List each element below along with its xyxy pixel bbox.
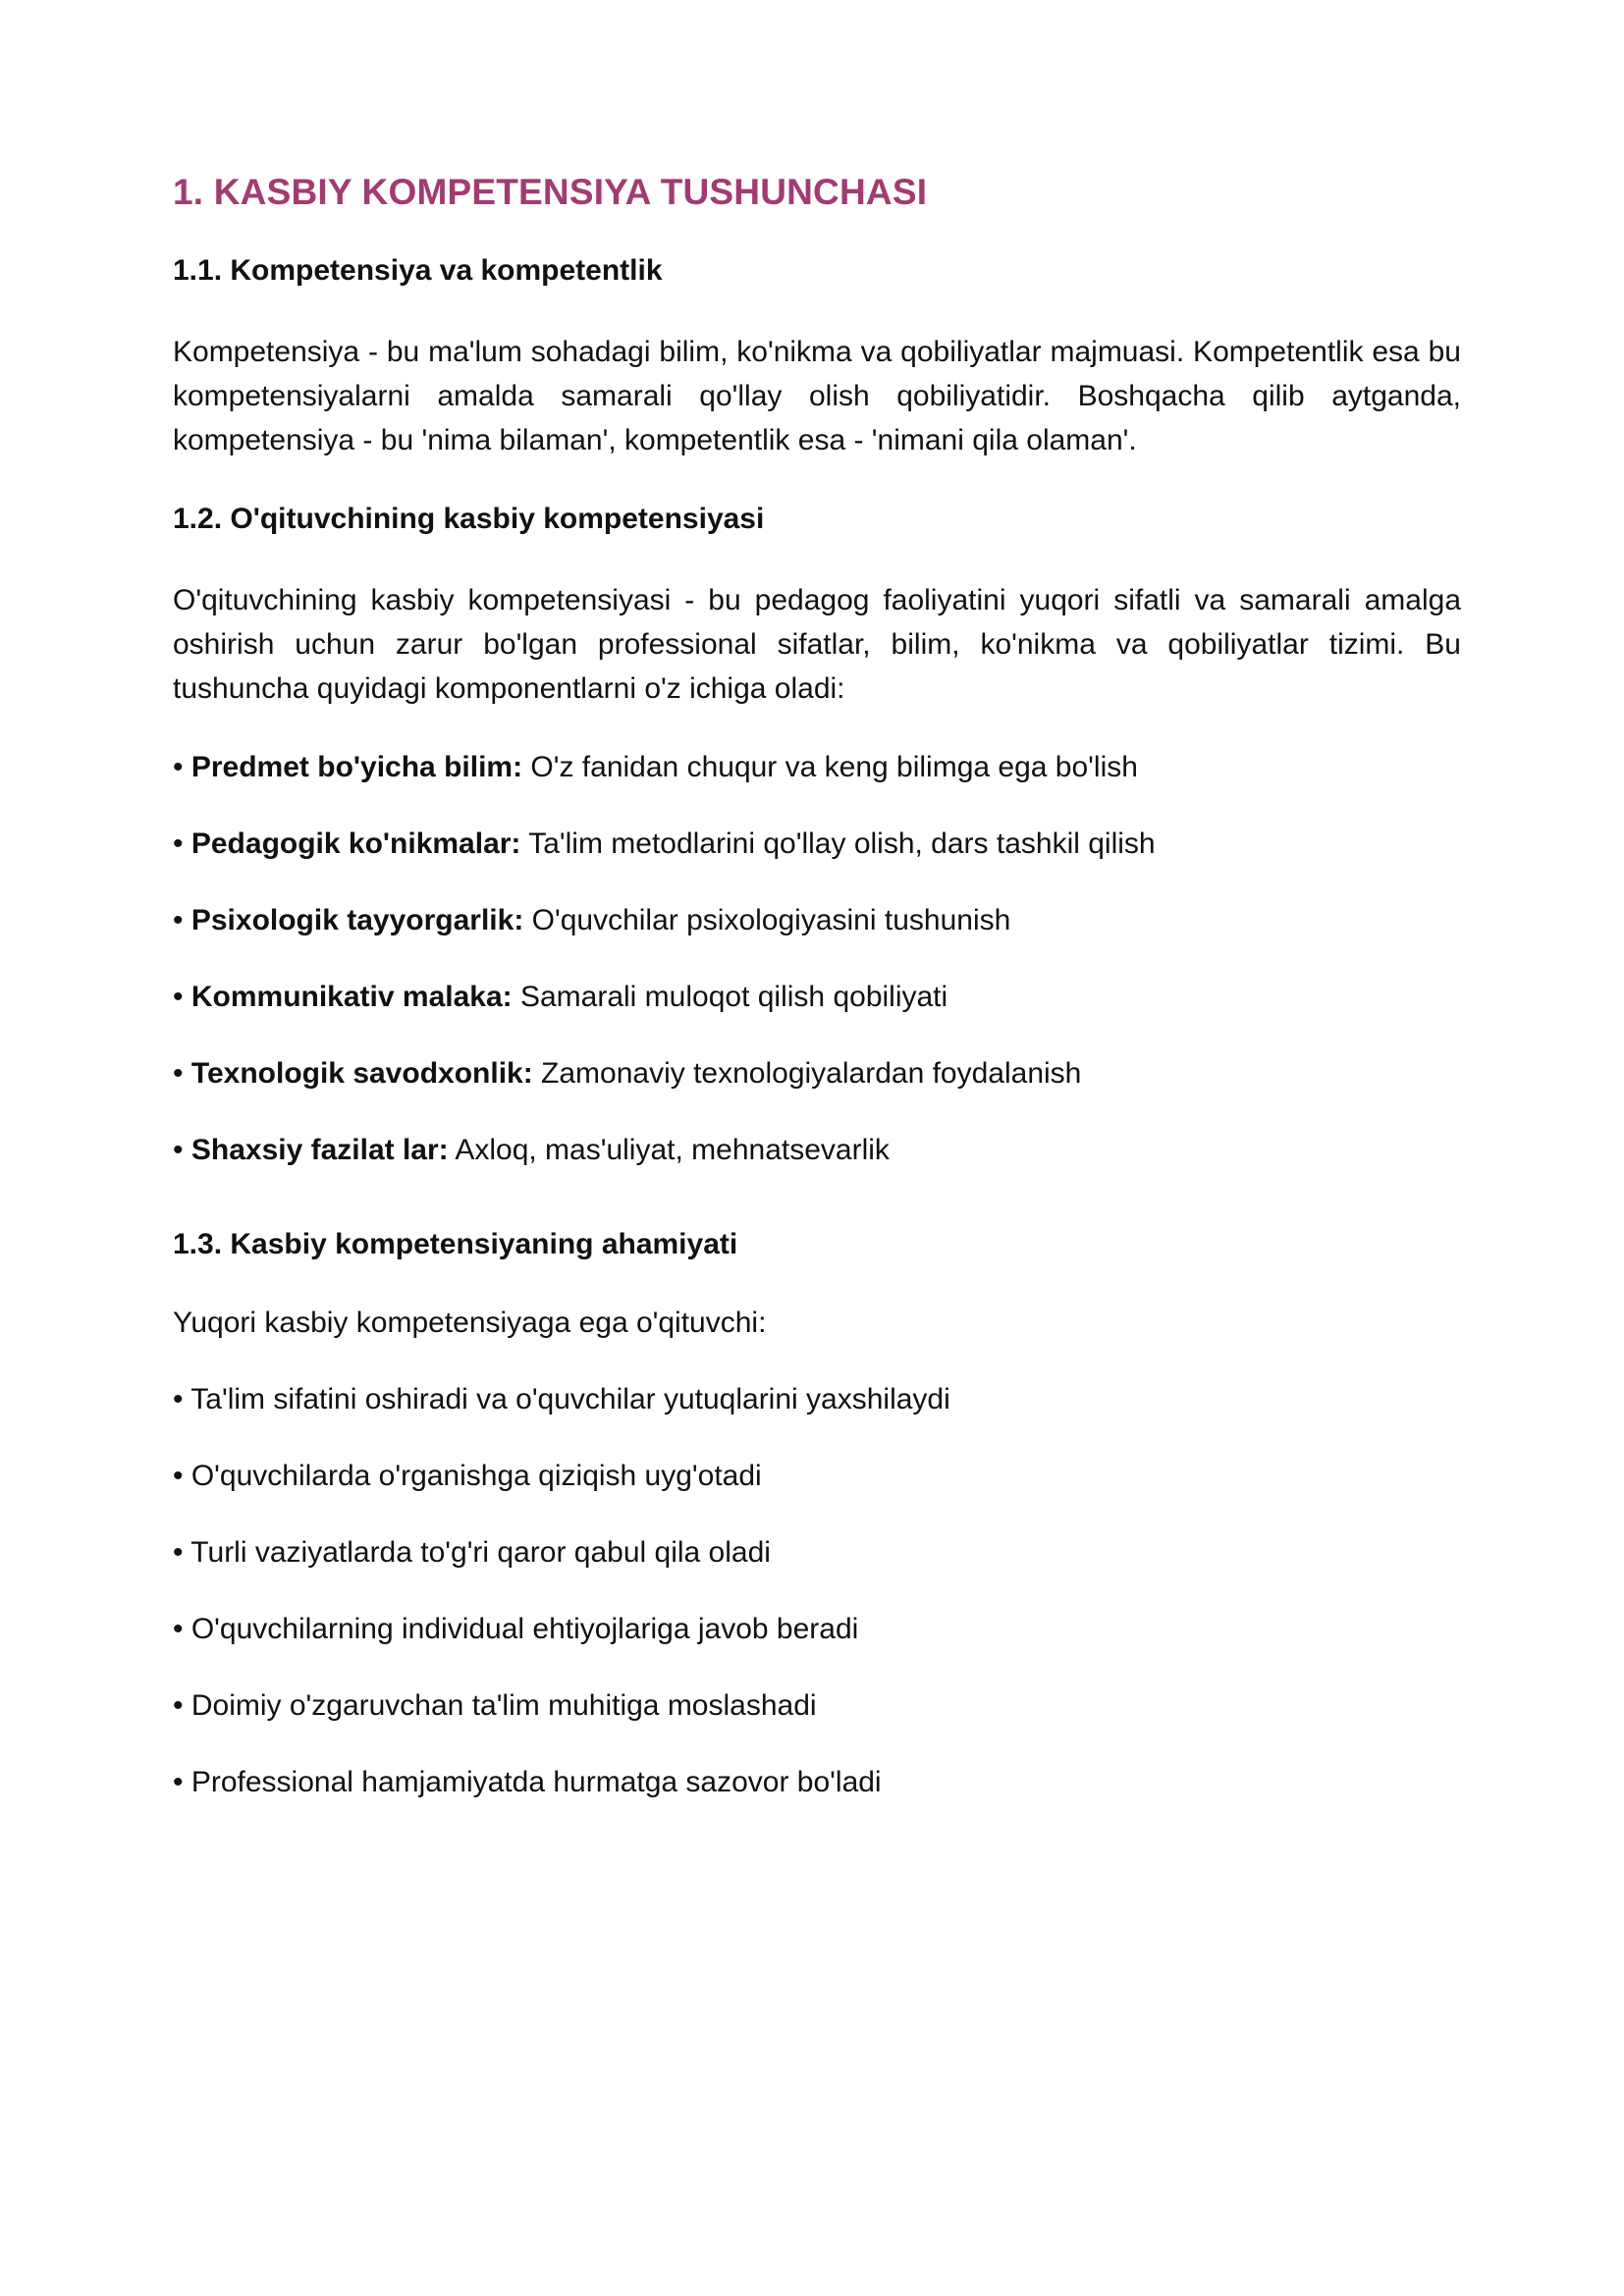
list-item: • Pedagogik ko'nikmalar: Ta'lim metodlarini qo'llay olish, dars tashkil qilish	[173, 828, 1156, 860]
list-item: • Predmet bo'yicha bilim: O'z fanidan chuqur va keng bilimga ega bo'lish	[173, 751, 1138, 783]
importance-list	[173, 1380, 1461, 1802]
list-item: • Turli vaziyatlarda to'g'ri qaror qabul qila oladi	[173, 1536, 771, 1569]
competence-list	[173, 748, 1461, 1170]
list-item: • Kommunikativ malaka: Samarali muloqot qilish qobiliyati	[173, 981, 948, 1013]
list-item: • Psixologik tayyorgarlik: O'quvchilar psixologiyasini tushunish	[173, 904, 1011, 936]
paragraph-2: O'qituvchining kasbiy kompetensiyasi - bu pedagog faoliyatini yuqori sifatli va samarali amalga oshirish uchun zarur bo'lgan professional sifatlar, bilim, ko'nikma va qobiliyatlar tizimi. Bu tushuncha quyidagi komponentlarni o'z ichiga oladi:	[173, 584, 1461, 705]
intro-text: Yuqori kasbiy kompetensiyaga ega o'qituvchi:	[173, 1307, 767, 1339]
list-item: • Ta'lim sifatini oshiradi va o'quvchilar yutuqlarini yaxshilaydi	[173, 1383, 950, 1415]
list-item: • Texnologik savodxonlik: Zamonaviy texnologiyalardan foydalanish	[173, 1057, 1082, 1090]
list-item: • Shaxsiy fazilat lar: Axloq, mas'uliyat, mehnatsevarlik	[173, 1134, 890, 1166]
list-item: • O'quvchilarda o'rganishga qiziqish uyg'otadi	[173, 1460, 762, 1492]
subsection-title-3: 1.3. Kasbiy kompetensiyaning ahamiyati	[173, 1228, 738, 1260]
list-item: • Professional hamjamiyatda hurmatga sazovor bo'ladi	[173, 1766, 882, 1798]
list-item: • Doimiy o'zgaruvchan ta'lim muhitiga moslashadi	[173, 1689, 817, 1722]
document-page	[173, 169, 1461, 1802]
subsection-title-2: 1.2. O'qituvchining kasbiy kompetensiyasi	[173, 503, 765, 535]
subsection-title-1: 1.1. Kompetensiya va kompetentlik	[173, 254, 663, 287]
list-item: • O'quvchilarning individual ehtiyojlariga javob beradi	[173, 1613, 859, 1645]
paragraph-1: Kompetensiya - bu ma'lum sohadagi bilim, ko'nikma va qobiliyatlar majmuasi. Kompetentlik esa bu kompetensiyalarni amalda samarali qo'llay olish qobiliyatidir. Boshqacha qilib aytganda, kompetensiya - bu 'nima bilaman', kompetentlik esa - 'nimani qila olaman'.	[173, 336, 1461, 456]
section-title: 1. KASBIY KOMPETENSIYA TUSHUNCHASI	[173, 172, 928, 212]
